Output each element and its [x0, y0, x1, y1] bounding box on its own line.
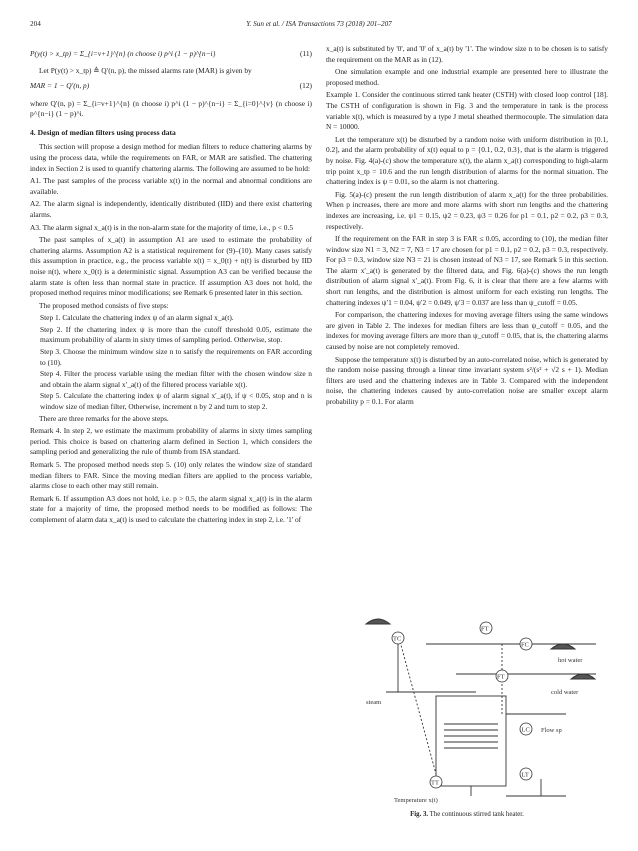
paragraph-autocorrelated: Suppose the temperature x(t) is disturbed by an auto-correlated noise, which is generated by the random noise passing through a linear time invariant system s²/(s² + √2 s + 1). Median filters are used and the chattering indexes are in Table 3. Compared with the independent noise, the chattering indexes caused by auto-correlation noise are smaller except alarm probability p = 0.1. For alarm	[326, 354, 608, 406]
right-column	[326, 44, 608, 410]
paragraph-comparison: For comparison, the chattering indexes for moving average filters using the same windows are given in Table 2. The indexes for median filters are less than ψ_cutoff = 0.05, and the indexes for moving average filters are more than ψ_cutoff = 0.05, that is, the chattering alarms caused by noise are not completely removed.	[326, 310, 608, 352]
left-column	[30, 44, 312, 528]
section-heading-4: 4. Design of median filters using process data	[30, 127, 176, 137]
equation-11	[30, 48, 312, 60]
cold-water-label: cold water	[551, 689, 579, 696]
figure-caption	[326, 811, 608, 818]
assumption-a2: A2. The alarm signal is independently, identically distributed (IID) and there exist chattering alarms.	[30, 199, 312, 219]
paragraph-window-size: If the requirement on the FAR in step 3 is FAR ≤ 0.05, according to (10), the median filter window size N1 = 3, N2 = 7, N3 = 17 are chosen for p1 = 0.1, p2 = 0.2, p3 = 0.3, respectively. For p3 = 0.3, window size N3 = 21 is chosen instead of N3 = 17, see Remark 5 in this section. The alarm x′_a(t) is generated by the filtered data, and Fig. 6(a)-(c) shows the run length distribution of alarm signal x′_a(t). From Fig. 6, it is clear that there are a few alarms with short run lengths, and the distribution is almost uniform for each existing run lengths. The chattering indexes ψ′1 = 0.04, ψ′2 = 0.049, ψ′3 = 0.037 are less than ψ_cutoff = 0.05.	[326, 234, 608, 307]
remark-5: Remark 5. The proposed method needs step 5. (10) only relates the window size of standard median filters to FAR. Since the moving median filters are applied to the process variable, alarms close to each other may still remain.	[30, 460, 312, 491]
fc-label: FC	[521, 641, 529, 649]
tt-label: TT	[431, 779, 439, 787]
lt-label: LT	[521, 771, 529, 779]
ft-top-label: FT	[481, 625, 489, 633]
tc-label: TC	[393, 635, 402, 643]
equation-11-number: (11)	[299, 48, 312, 58]
paragraph-noise: Let the temperature x(t) be disturbed by a random noise with uniform distribution in [0.1, 0.2], and the alarm probability of x(t) equal to p = {0.1, 0.2, 0.3}, that is the alarm is triggered by noise. Fig. 4(a)-(c) show the temperature x(t), the alarm x_a(t) corresponding to high-alarm trip point x_tp = 10.6 and the run length distribution of alarms for the normal situation. The chattering index is ψ = 0.01, so the alarm is not chattering.	[326, 134, 608, 187]
step-1: Step 1. Calculate the chattering index ψ of an alarm signal x_a(t).	[40, 313, 234, 323]
steps-list	[30, 313, 312, 412]
paragraph-run-length: Fig. 5(a)-(c) present the run length distribution of alarm x_a(t) for the three probabilities. When p increases, there are more and more alarms with short run lengths and the chattering indexes are increasing, i.e. ψ1 = 0.15, ψ2 = 0.23, ψ3 = 0.26 for p1 = 0.1, p2 = 0.2, p3 = 0.3, respectively.	[326, 189, 608, 231]
paragraph-where: where Q′(n, p) = Σ_{i=v+1}^{n} (n choose i) p^i (1 − p)^{n−i} = Σ_{i=0}^{v} (n choose i) p^{n−i} (1 − p)^i.	[30, 98, 312, 119]
cstH-diagram	[326, 614, 608, 804]
paragraph-assumptions: The past samples of x_a(t) in assumption A1 are used to estimate the probability of chattering alarms. Assumption A2 is a statistical requirement for (9)–(10). Many cases satisfy this assumption in practice, e.g., the process variable x(t) = x_0(t) + n(t) is disturbed by IID noise n(t), where x_0(t) is a deterministic signal. Assumption A3 can be verified because the alarm state is often less than normal state in practice. If assumption A3 does not hold, the proposed method requires minor modifications; see Remark 6 presented later in this section.	[30, 235, 312, 298]
journal-citation: Y. Sun et al. / ISA Transactions 73 (2018) 201–207	[246, 20, 392, 28]
step-3: Step 3. Choose the minimum window size n to satisfy the requirements on FAR according to (10).	[40, 347, 312, 367]
step-2: Step 2. If the chattering index ψ is more than the cutoff threshold 0.05, estimate the maximum probability of alarm in sixty times of sampling period. Otherwise, stop.	[40, 324, 312, 345]
paragraph-examples-intro: One simulation example and one industrial example are presented here to illustrate the proposed method.	[326, 67, 608, 87]
paragraph-continued: x_a(t) is substituted by '0', and '0' of x_a(t) by '1'. The window size n to be chosen is to satisfy the requirement on the MAR as in (12).	[326, 44, 608, 64]
hot-water-label: hot water	[558, 657, 583, 664]
steam-label: steam	[366, 699, 382, 706]
equation-12-body: MAR = 1 − Q′(n, p)	[30, 81, 90, 91]
remark-4: Remark 4. In step 2, we estimate the maximum probability of alarms in sixty times sampling period. This choice is based on chattering alarm defined in Section 1, which considers the sampling period and generalizing the rule of thumb from ISA standard.	[30, 426, 312, 457]
assumption-a1: A1. The past samples of the process variable x(t) in the normal and abnormal conditions are available.	[30, 176, 312, 196]
equation-12	[30, 81, 312, 93]
figure-3	[326, 614, 608, 824]
remark-6: Remark 6. If assumption A3 does not hold, i.e. p > 0.5, the alarm signal x_a(t) is in the alarm state for a majority of time, the proposed method needs to be modified as follows: The complement of alarm data x_a(t) is used to calculate the chattering index in step 2, i.e. '1' of	[30, 493, 312, 524]
page-number: 204	[30, 20, 41, 28]
paragraph-remarks-intro: There are three remarks for the above steps.	[39, 413, 169, 423]
ft-mid-label: FT	[497, 673, 505, 681]
example-1: Example 1. Consider the continuous stirred tank heater (CSTH) with closed loop control [18]. The CSTH of configuration is shown in Fig. 3 and the temperature in tank is the process variable x(t), which is measured by a type J metal sheathed thermocouple. The simulation data N = 10000.	[326, 90, 608, 132]
figure-caption-text: The continuous stirred tank heater.	[429, 811, 524, 818]
temperature-label: Temperature x(t)	[394, 797, 438, 804]
paragraph-intro: This section will propose a design method for median filters to reduce chattering alarms by using the process data, while the requirements on FAR, or MAR are satisfied. The chattering index in Section 2 is used to quantify chattering alarms. The following are assumed to be hold:	[30, 142, 312, 173]
assumption-a3: A3. The alarm signal x_a(t) is in the non-alarm state for the majority of time, i.e., p < 0.5	[30, 222, 294, 232]
lc-label: LC	[521, 726, 530, 734]
step-4: Step 4. Filter the process variable using the median filter with the chosen window size n and obtain the alarm signal x′_a(t) of the filtered process variable x(t).	[40, 369, 312, 389]
step-5: Step 5. Calculate the chattering index ψ of alarm signal x′_a(t), if ψ < 0.05, stop and n is window size of median filter, Otherwise, increment n by 2 and turn to step 2.	[40, 391, 312, 412]
equation-11-body: P(y(t) > x_tp) = Σ_{i=v+1}^{n} (n choose i) p^i (1 − p)^{n−i}	[30, 48, 216, 58]
paragraph-mar-definition: Let P(y(t) > x_tp) ≜ Q′(n, p), the missed alarms rate (MAR) is given by	[39, 66, 252, 75]
flow-sp-label: Flow sp	[541, 727, 562, 734]
paragraph-steps-intro: The proposed method consists of five steps:	[39, 300, 169, 310]
figure-caption-label: Fig. 3.	[410, 811, 429, 818]
page-header	[30, 20, 608, 34]
equation-12-number: (12)	[299, 81, 312, 91]
